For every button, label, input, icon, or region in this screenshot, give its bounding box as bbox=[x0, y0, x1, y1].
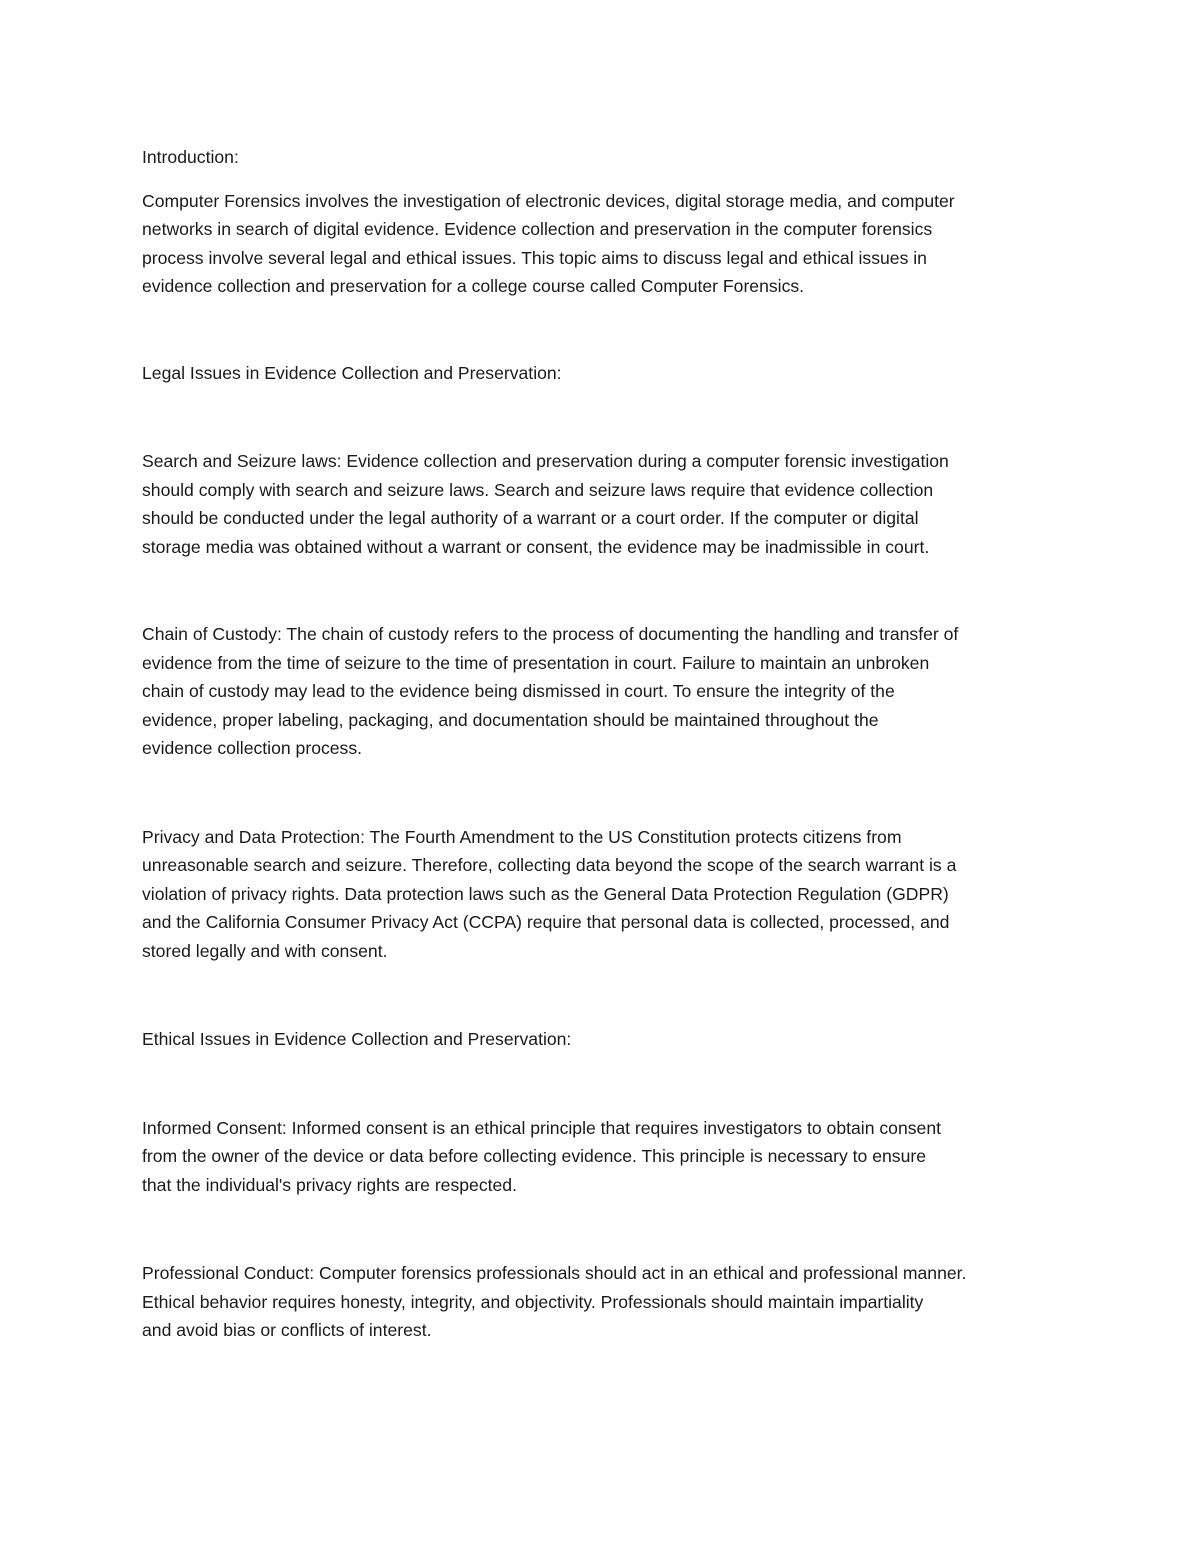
privacy-data-protection-paragraph: Privacy and Data Protection: The Fourth Amendment to the US Constitution protects citizens from unreasonable search and seizure. Therefore, collecting data beyond the scope of the search warrant is a violation of privacy rights. Data protection laws such as the General Data Protection Regulation (GDPR) and the California Consumer Privacy Act (CCPA) require that personal data is collected, processed, and stored legally and with consent. bbox=[142, 826, 957, 961]
chain-of-custody-paragraph: Chain of Custody: The chain of custody refers to the process of documenting the handling and transfer of evidence from the time of seizure to the time of presentation in court. Failure to maintain an unbroken chain of custody may lead to the evidence being dismissed in court. To ensure the integrity of the evidence, proper labeling, packaging, and documentation should be maintained throughout the evidence collection process. bbox=[142, 624, 959, 758]
intro-heading: Introduction: bbox=[142, 147, 239, 167]
professional-conduct-paragraph: Professional Conduct: Computer forensics professionals should act in an ethical and professional manner. Ethical behavior requires honesty, integrity, and objectivity. Professionals should maintain impartiality and avoid bias or conflicts of interest. bbox=[142, 1263, 967, 1340]
search-seizure-paragraph: Search and Seizure laws: Evidence collection and preservation during a computer forensic investigation should comply with search and seizure laws. Search and seizure laws require that evidence collection should be conducted under the legal authority of a warrant or a court order. If the computer or digital storage media was obtained without a warrant or consent, the evidence may be inadmissible in court. bbox=[142, 451, 949, 557]
document-page bbox=[142, 143, 1072, 1345]
intro-paragraph: Computer Forensics involves the investigation of electronic devices, digital storage media, and computer networks in search of digital evidence. Evidence collection and preservation in the computer forensics process involve several legal and ethical issues. This topic aims to discuss legal and ethical issues in evidence collection and preservation for a college course called Computer Forensics. bbox=[142, 190, 955, 296]
legal-issues-heading: Legal Issues in Evidence Collection and Preservation: bbox=[142, 362, 562, 383]
informed-consent-paragraph: Informed Consent: Informed consent is an ethical principle that requires investigators to obtain consent from the owner of the device or data before collecting evidence. This principle is necessary to ensure that the individual's privacy rights are respected. bbox=[142, 1117, 942, 1195]
ethical-issues-heading: Ethical Issues in Evidence Collection and Preservation: bbox=[142, 1029, 572, 1049]
